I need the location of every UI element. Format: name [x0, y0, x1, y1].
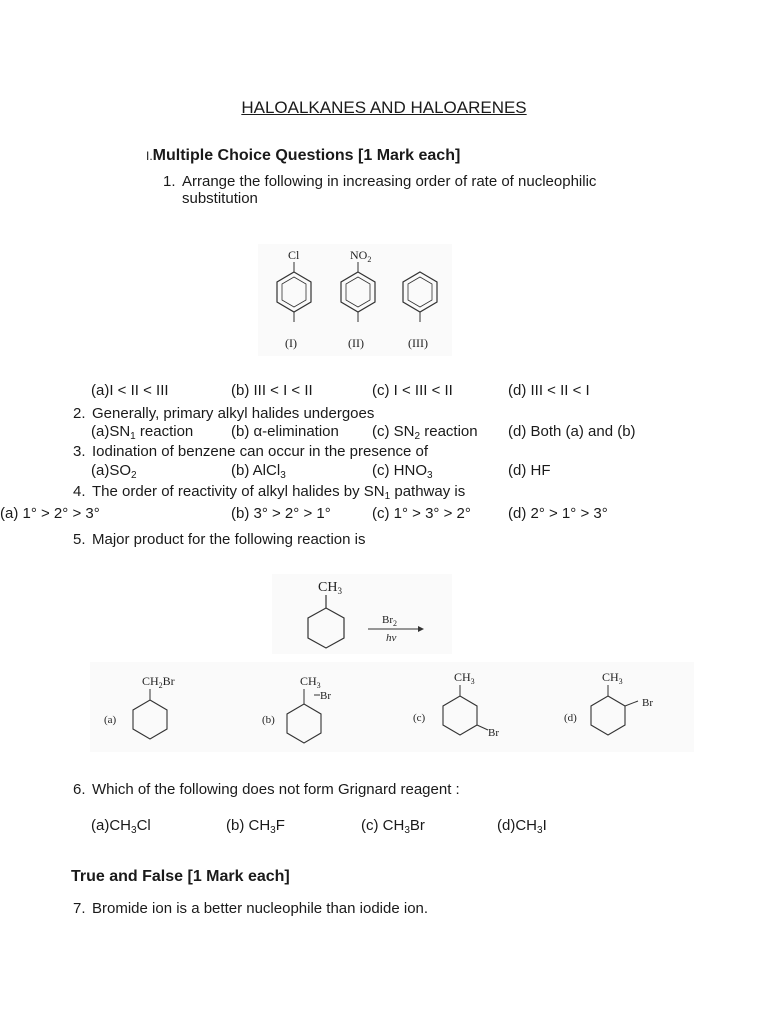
q1-structures-figure [258, 244, 452, 356]
q2-option-b: (b) α-elimination [231, 423, 339, 440]
q1-label-ii: (II) [348, 336, 364, 350]
q1-label-i: (I) [285, 336, 297, 350]
q5-choice-d-ch3: $CH_3$ [602, 670, 623, 686]
q1-option-b: (b) III < I < II [231, 382, 313, 399]
q5-choice-a-group: $CH_2Br$ [142, 674, 175, 690]
q3-option-d: (d) HF [508, 462, 551, 479]
q2-option-d: (d) Both (a) and (b) [508, 423, 636, 440]
question-2-text: Generally, primary alkyl halides undergoes [92, 405, 375, 422]
question-7-number: 7. [73, 900, 86, 917]
q1-option-c: (c) I < III < II [372, 382, 453, 399]
q4-option-b: (b) 3° > 2° > 1° [231, 505, 331, 522]
section-title: Multiple Choice Questions [1 Mark each] [152, 147, 461, 164]
question-3-text: Iodination of benzene can occur in the presence of [92, 443, 429, 460]
q5-reaction-figure [272, 574, 452, 654]
section-number: I. [146, 149, 153, 163]
q5-choice-c-label: (c) [413, 712, 426, 724]
q5-choices-figure [90, 662, 694, 752]
q1-substituent-cl: Cl [288, 248, 300, 262]
q6-option-a: $(a)CH_3Cl$ [91, 817, 151, 836]
q5-reagent-br2: $Br_2$ [382, 614, 397, 628]
q5-reagent-hv: hν [386, 632, 397, 644]
q3-option-c: (c) $HNO_3$ [372, 462, 433, 481]
q6-option-c: (c) $CH_3Br$ [361, 817, 425, 836]
q2-option-c: (c) $SN_2$ reaction [372, 423, 478, 442]
q3-option-a: $(a)SO_2$ [91, 462, 137, 481]
q4-option-a: (a) 1° > 2° > 3° [0, 505, 100, 522]
question-1-text-line2: substitution [182, 190, 258, 207]
question-2-number: 2. [73, 405, 86, 422]
q1-option-d: (d) III < II < I [508, 382, 590, 399]
q5-choice-b-ch3: $CH_3$ [300, 674, 321, 690]
q1-substituent-no2: $NO_2$ [350, 248, 372, 264]
q5-choice-c-br: Br [488, 727, 499, 739]
question-5-text: Major product for the following reaction is [92, 531, 366, 548]
question-6-number: 6. [73, 781, 86, 798]
q6-option-d: $(d)CH_3I$ [497, 817, 547, 836]
q5-choice-b-label: (b) [262, 714, 275, 726]
q5-choice-a-label: (a) [104, 714, 117, 726]
page-title: HALOALKANES AND HALOARENES [241, 98, 527, 117]
question-6-text: Which of the following does not form Grignard reagent : [92, 781, 460, 798]
q4-option-d: (d) 2° > 1° > 3° [508, 505, 608, 522]
question-7-text: Bromide ion is a better nucleophile than iodide ion. [92, 900, 429, 917]
q5-choice-c-ch3: $CH_3$ [454, 670, 475, 686]
section-heading-true-false: True and False [1 Mark each] [71, 868, 290, 885]
q5-choice-d-label: (d) [564, 712, 577, 724]
q2-option-a: $(a)SN_1$ reaction [91, 423, 194, 442]
q6-option-b: (b) $CH_3F$ [226, 817, 285, 836]
q1-option-a: (a)I < II < III [91, 382, 169, 399]
question-4-number: 4. [73, 483, 86, 500]
question-1-text-line1: Arrange the following in increasing order of rate of nucleophilic [182, 173, 597, 190]
question-4-text: The order of reactivity of alkyl halides by $SN_1$ pathway is [92, 483, 466, 502]
q5-choice-d-br: Br [642, 697, 653, 709]
q5-choice-b-br: Br [320, 690, 331, 702]
question-3-number: 3. [73, 443, 86, 460]
q4-option-c: (c) 1° > 3° > 2° [372, 505, 471, 522]
q5-reactant-ch3: $CH_3$ [318, 580, 342, 596]
section-heading-mcq [146, 147, 460, 165]
q3-option-b: (b) AlCl$_3$ [231, 462, 286, 481]
q1-label-iii: (III) [408, 336, 428, 350]
question-5-number: 5. [73, 531, 86, 548]
question-1-number: 1. [163, 173, 176, 190]
